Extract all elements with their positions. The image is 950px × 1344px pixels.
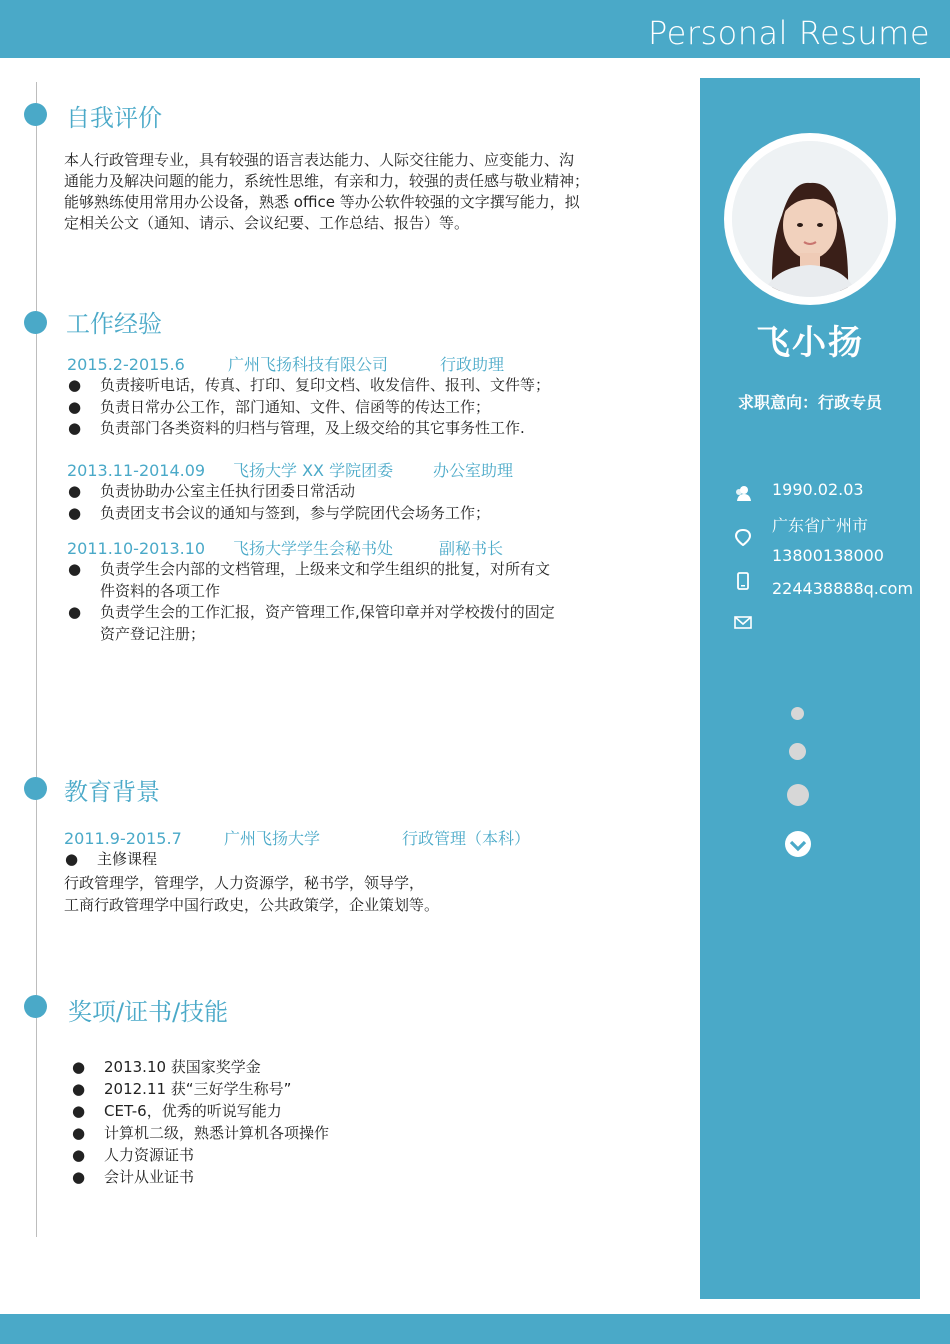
bullet-icon: ●	[68, 603, 82, 621]
timeline-dot-self-eval	[24, 103, 47, 126]
phone-number: 13800138000	[772, 546, 884, 565]
bullet-icon: ●	[72, 1146, 86, 1164]
job-org: 飞扬大学 XX 学院团委	[233, 461, 394, 480]
list-item: ● 会计从业证书	[72, 1168, 195, 1186]
profile-sidebar	[700, 78, 920, 1299]
job-header	[67, 352, 504, 375]
self-eval-line: 定相关公文（通知、请示、会议纪要、工作总结、报告）等。	[64, 214, 470, 232]
job-period: 2011.10-2013.10	[67, 539, 206, 558]
section-title-awards: 奖项/证书/技能	[68, 998, 229, 1026]
decor-dot	[789, 743, 806, 760]
mail-icon	[734, 613, 752, 631]
bullet-icon: ●	[72, 1124, 86, 1142]
education-header	[64, 826, 530, 849]
decor-dot	[787, 784, 809, 806]
footer-bar	[0, 1314, 950, 1344]
job-duties	[64, 481, 644, 524]
person-icon	[734, 484, 752, 502]
job-intent: 求职意向：行政专员	[737, 393, 882, 412]
self-eval-text	[64, 150, 624, 234]
education-school: 广州飞扬大学	[224, 829, 321, 848]
list-item: ● 负责协助办公室主任执行团委日常活动	[64, 481, 644, 503]
timeline-dot-work	[24, 311, 47, 334]
job-duties	[64, 559, 644, 645]
self-eval-line: 本人行政管理专业，具有较强的语言表达能力、人际交往能力、应变能力、沟	[64, 151, 575, 169]
job-period: 2013.11-2014.09	[67, 461, 206, 480]
profile-name: 飞小扬	[756, 323, 864, 363]
list-item: ● 人力资源证书	[72, 1146, 195, 1164]
avatar-photo	[732, 141, 888, 297]
list-item: ● 2013.10 获国家奖学金	[72, 1058, 261, 1076]
job-role: 副秘书长	[439, 539, 504, 558]
self-eval-line: 通能力及解决问题的能力，系统性思维，有亲和力，较强的责任感与敬业精神；	[64, 172, 590, 190]
job-duties	[64, 375, 644, 440]
timeline-dot-awards	[24, 995, 47, 1018]
course-line: 行政管理学，管理学，人力资源学，秘书学，领导学，	[64, 874, 425, 892]
job-org: 广州飞扬科技有限公司	[228, 355, 389, 374]
job-role: 行政助理	[440, 355, 505, 374]
job-role: 办公室助理	[433, 461, 514, 480]
job-period: 2015.2-2015.6	[67, 355, 185, 374]
bullet-icon: ●	[68, 503, 82, 522]
list-item: ● 负责接听电话，传真、打印、复印文档、收发信件、报刊、文件等；	[64, 375, 644, 397]
education-courses	[64, 872, 624, 916]
bullet-icon: ●	[68, 560, 82, 578]
job-header	[67, 536, 503, 559]
bullet-icon: ●	[68, 397, 82, 416]
list-item: ● CET-6，优秀的听说写能力	[72, 1102, 282, 1120]
bullet-icon: ●	[68, 482, 82, 500]
awards-list	[68, 1056, 568, 1188]
birth-date: 1990.02.03	[772, 480, 864, 499]
decor-dot	[791, 707, 804, 720]
education-major: 行政管理（本科）	[402, 829, 531, 848]
bullet-icon: ●	[72, 1102, 86, 1120]
education-courses-label	[61, 849, 641, 871]
course-line: 工商行政管理学中国行政史，公共政策学，企业策划等。	[64, 896, 440, 914]
section-title-education: 教育背景	[64, 778, 160, 806]
list-item: ● 主修课程	[61, 849, 641, 871]
bullet-icon: ●	[72, 1080, 86, 1098]
bullet-icon: ●	[72, 1058, 86, 1076]
list-item: ● 负责日常办公工作，部门通知、文件、信函等的传达工作；	[64, 397, 644, 419]
check-icon	[785, 831, 811, 857]
list-item: ● 负责团支书会议的通知与签到，参与学院团代会场务工作；	[64, 503, 644, 525]
self-eval-line: 能够熟练使用常用办公设备，熟悉 office 等办公软件较强的文字撰写能力，拟	[64, 193, 580, 211]
phone-icon	[734, 572, 752, 590]
header-bar	[0, 0, 950, 58]
section-title-work: 工作经验	[66, 310, 162, 338]
job-header	[67, 458, 513, 481]
email-address: 224438888q.com	[772, 579, 914, 598]
list-item: ● 负责学生会的工作汇报，资产管理工作,保管印章并对学校拨付的固定 资产登记注册；	[68, 603, 555, 643]
bullet-icon: ●	[68, 376, 82, 394]
list-item: ● 2012.11 获“三好学生称号”	[72, 1080, 292, 1098]
location-text: 广东省广州市	[772, 516, 869, 535]
avatar	[724, 133, 896, 305]
section-title-self-eval: 自我评价	[66, 104, 162, 132]
list-item: ● 计算机二级，熟悉计算机各项操作	[72, 1124, 330, 1142]
education-period: 2011.9-2015.7	[64, 829, 182, 848]
location-icon	[734, 528, 752, 546]
list-item: ● 负责学生会内部的文档管理，上级来文和学生组织的批复，对所有文 件资料的各项工作	[68, 560, 551, 600]
job-org: 飞扬大学学生会秘书处	[233, 539, 394, 558]
timeline-dot-education	[24, 777, 47, 800]
bullet-icon: ●	[65, 850, 79, 868]
timeline-line	[36, 82, 37, 1237]
page-title: Personal Resume	[648, 14, 930, 52]
bullet-icon: ●	[68, 419, 82, 437]
bullet-icon: ●	[72, 1168, 86, 1186]
list-item: ● 负责部门各类资料的归档与管理，及上级交给的其它事务性工作.	[64, 418, 644, 440]
